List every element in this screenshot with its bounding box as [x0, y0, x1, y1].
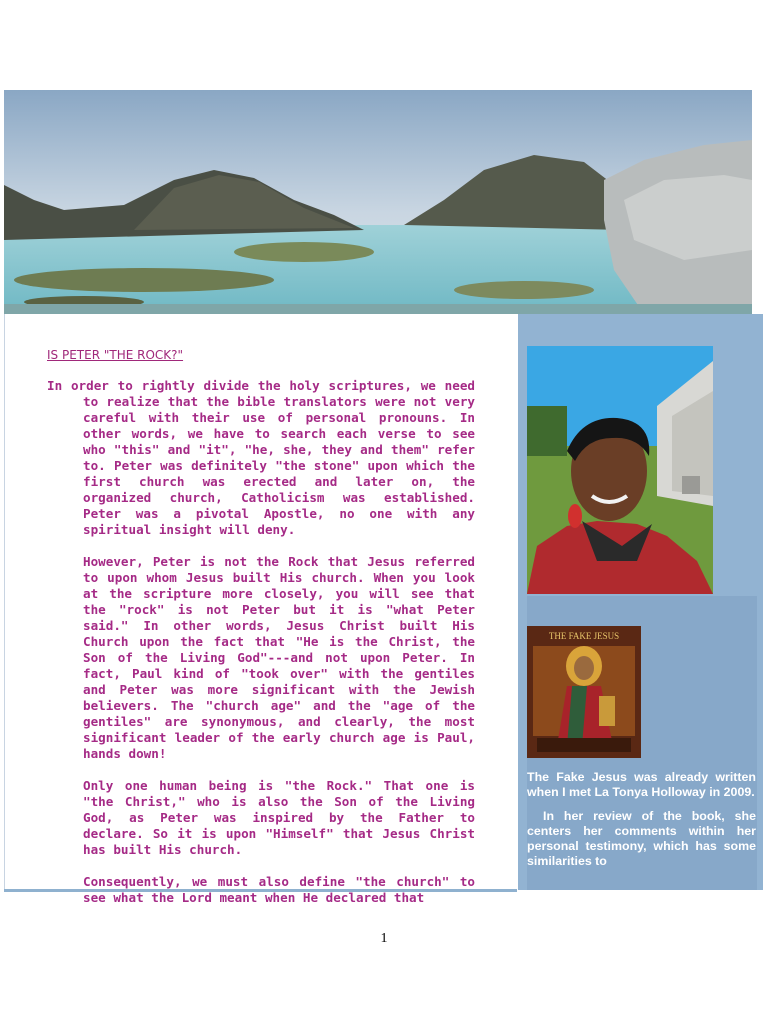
sidebar-paragraph: In her review of the book, she centers her comments within her personal testimony, which has some similarities to	[527, 809, 756, 868]
sidebar-text	[527, 770, 756, 878]
book-title: THE FAKE JESUS	[548, 631, 620, 641]
article-body	[47, 378, 475, 922]
book-cover-image[interactable]	[527, 626, 641, 758]
banner-image	[4, 90, 752, 314]
sidebar-paragraph: The Fake Jesus was already written when I met La Tonya Holloway in 2009.	[527, 770, 756, 799]
article-paragraph: In order to rightly divide the holy scriptures, we need to realize that the bible translators were not very careful with their use of personal pronouns. In other words, we have to search each verse to see who "this" and "it", "he, she, they and them" refer to. Peter was definitely "the stone" upon which the first church was erected and later on, the organized church, Catholicism was established. Peter was a pivotal Apostle, no one with any spiritual insight will deny.	[47, 378, 475, 537]
article-paragraph: However, Peter is not the Rock that Jesus referred to upon whom Jesus built His church. When you look at the scripture more closely, you will see that the "rock" is not Peter but it is "what Peter said." In other words, Jesus Christ built His Church upon the fact that "He is the Christ, the Son of the Living God"---and not upon Peter. In fact, Paul kind of "took over" with the gentiles and Peter was more significant with the Jewish believers. The "church age" and the "age of the gentiles" are synonymous, and clearly, the most significant leader of the early church age is Paul, hands down!	[83, 554, 475, 761]
article-paragraph: Only one human being is "the Rock." That one is "the Christ," who is also the Son of the Living God, as Peter was inspired by the Father to declare. So it is upon "Himself" that Jesus Christ has built His church.	[83, 778, 475, 857]
page-number: 1	[380, 931, 388, 946]
article-heading[interactable]: IS PETER "THE ROCK?"	[47, 348, 184, 362]
article-paragraph: Consequently, we must also define "the church" to see what the Lord meant when He declared that	[83, 874, 475, 905]
author-photo	[527, 346, 713, 594]
